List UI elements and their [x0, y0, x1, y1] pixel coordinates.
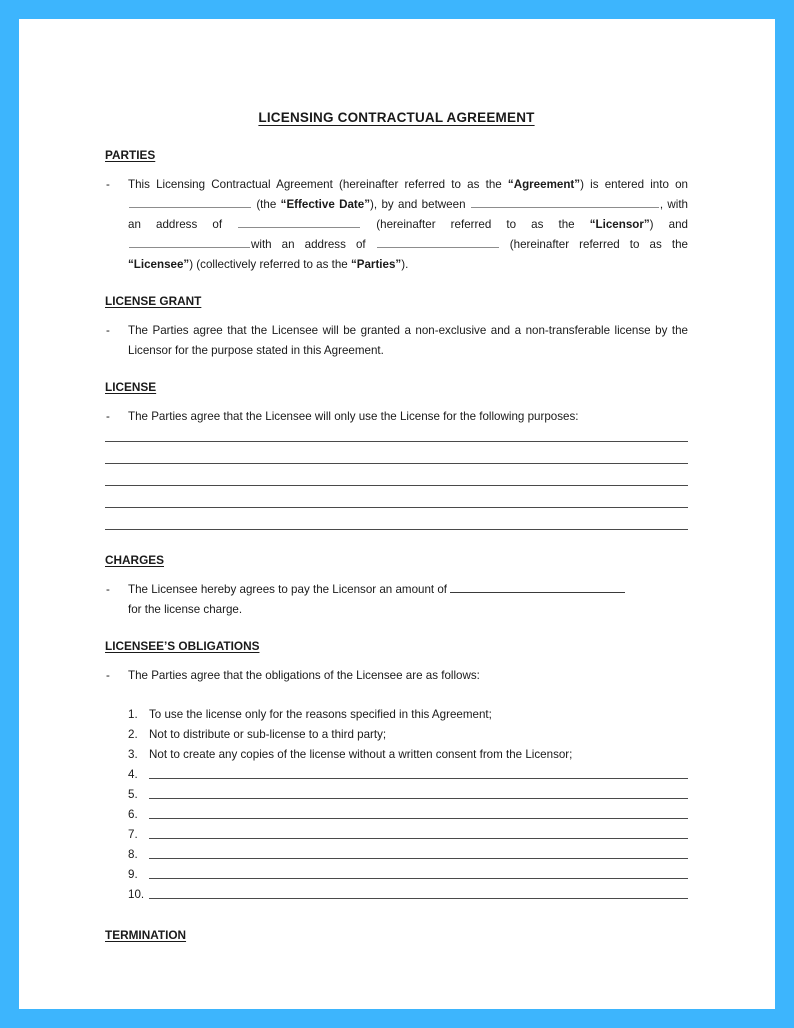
parties-text-11: ).: [401, 258, 409, 271]
license-body: The Parties agree that the Licensee will only use the License for the following purposes:: [128, 410, 579, 423]
term-parties: “Parties”: [350, 258, 402, 271]
list-item-number: 7.: [128, 828, 138, 841]
licensee-obligations-paragraph: [105, 666, 688, 686]
document-page: [19, 19, 775, 1009]
parties-text-5: , with an address of: [128, 198, 689, 231]
list-item-number: 9.: [128, 868, 138, 881]
term-agreement: “Agreement”: [507, 178, 581, 191]
dash-bullet-icon: -: [106, 324, 110, 337]
list-item-number: 3.: [128, 748, 138, 761]
licensor-name-blank[interactable]: [471, 196, 659, 208]
effective-date-blank[interactable]: [129, 196, 251, 208]
blank-line[interactable]: [105, 463, 688, 464]
term-licensor: “Licensor”: [589, 218, 650, 231]
list-item-number: 1.: [128, 708, 138, 721]
list-item: [128, 745, 688, 765]
list-item-number: 8.: [128, 848, 138, 861]
parties-text-1: This Licensing Contractual Agreement (hereinafter referred to as the: [128, 178, 508, 191]
parties-text-4: ), by and between: [370, 198, 470, 211]
section-heading-license: LICENSE: [105, 380, 157, 394]
list-item[interactable]: [128, 805, 688, 825]
parties-text-9: (hereinafter referred to as the: [499, 238, 688, 251]
charge-amount-blank[interactable]: [450, 580, 625, 593]
blank-line[interactable]: [105, 485, 688, 486]
blank-line[interactable]: [149, 865, 688, 879]
section-heading-license-row: [105, 378, 688, 396]
licensee-obligations-body: The Parties agree that the obligations of the Licensee are as follows:: [128, 669, 480, 682]
spacer: [105, 530, 688, 551]
list-item-label: Not to distribute or sub-license to a third party;: [149, 728, 387, 741]
blank-line[interactable]: [105, 441, 688, 442]
list-item-number: 4.: [128, 768, 138, 781]
charges-text-2: for the license charge.: [128, 603, 243, 616]
license-paragraph: [105, 407, 688, 427]
parties-text-6: (hereinafter referred to as the: [361, 218, 590, 231]
list-item-number: 6.: [128, 808, 138, 821]
licensee-name-blank[interactable]: [129, 236, 250, 248]
parties-text-2: ) is entered into on: [580, 178, 689, 191]
parties-text-3: (the: [252, 198, 281, 211]
blank-line[interactable]: [149, 805, 688, 819]
blank-line[interactable]: [149, 785, 688, 799]
list-item: [128, 725, 688, 745]
spacer: [105, 620, 688, 637]
term-licensee: “Licensee”: [128, 258, 190, 271]
list-item[interactable]: [128, 765, 688, 785]
list-item-label: Not to create any copies of the license without a written consent from the Licensor;: [149, 748, 573, 761]
page-title: LICENSING CONTRACTUAL AGREEMENT: [258, 110, 535, 125]
blank-line[interactable]: [149, 825, 688, 839]
licensee-address-blank[interactable]: [377, 236, 499, 248]
dash-bullet-icon: -: [106, 583, 110, 596]
list-item-label: To use the license only for the reasons specified in this Agreement;: [149, 708, 492, 721]
section-heading-charges: CHARGES: [105, 553, 164, 567]
blank-line[interactable]: [149, 885, 688, 899]
blank-line[interactable]: [149, 845, 688, 859]
parties-text-8: with an address of: [251, 238, 376, 251]
blank-line[interactable]: [149, 765, 688, 779]
obligations-list: [105, 705, 688, 905]
charges-paragraph: [105, 580, 688, 620]
parties-paragraph: [105, 175, 688, 275]
list-item[interactable]: [128, 865, 688, 885]
section-heading-licensee-obligations-row: [105, 637, 688, 655]
section-heading-charges-row: [105, 551, 688, 569]
dash-bullet-icon: -: [106, 669, 110, 682]
list-item[interactable]: [128, 845, 688, 865]
spacer: [105, 275, 688, 292]
section-heading-license-grant-row: [105, 292, 688, 310]
section-heading-license-grant: LICENSE GRANT: [105, 294, 202, 308]
list-item[interactable]: [128, 885, 688, 905]
term-effective-date: “Effective Date”: [280, 198, 371, 211]
dash-bullet-icon: -: [106, 178, 110, 191]
list-item[interactable]: [128, 785, 688, 805]
license-purposes-blank-lines: [105, 441, 688, 530]
list-item[interactable]: [128, 825, 688, 845]
document-content: [105, 110, 688, 955]
section-heading-parties: PARTIES: [105, 148, 156, 162]
license-grant-body: The Parties agree that the Licensee will be granted a non-exclusive and a non-transferable license by the Licensor for the purpose stated in this Agreement.: [128, 324, 688, 357]
section-heading-licensee-obligations: LICENSEE’S OBLIGATIONS: [105, 639, 260, 653]
parties-text-10: ) (collectively referred to as the: [189, 258, 351, 271]
parties-text-7: ) and: [649, 218, 688, 231]
dash-bullet-icon: -: [106, 410, 110, 423]
section-heading-termination-row: [105, 926, 688, 944]
list-item-number: 2.: [128, 728, 138, 741]
list-item-number: 5.: [128, 788, 138, 801]
section-heading-parties-row: [105, 146, 688, 164]
spacer: [105, 361, 688, 378]
spacer: [105, 905, 688, 926]
licensor-address-blank[interactable]: [238, 216, 360, 228]
list-item-number: 10.: [128, 888, 145, 901]
license-grant-paragraph: [105, 321, 688, 361]
charges-text-1: The Licensee hereby agrees to pay the Licensor an amount of: [128, 583, 451, 596]
section-heading-termination: TERMINATION: [105, 928, 187, 942]
list-item: [128, 705, 688, 725]
blank-line[interactable]: [105, 507, 688, 508]
